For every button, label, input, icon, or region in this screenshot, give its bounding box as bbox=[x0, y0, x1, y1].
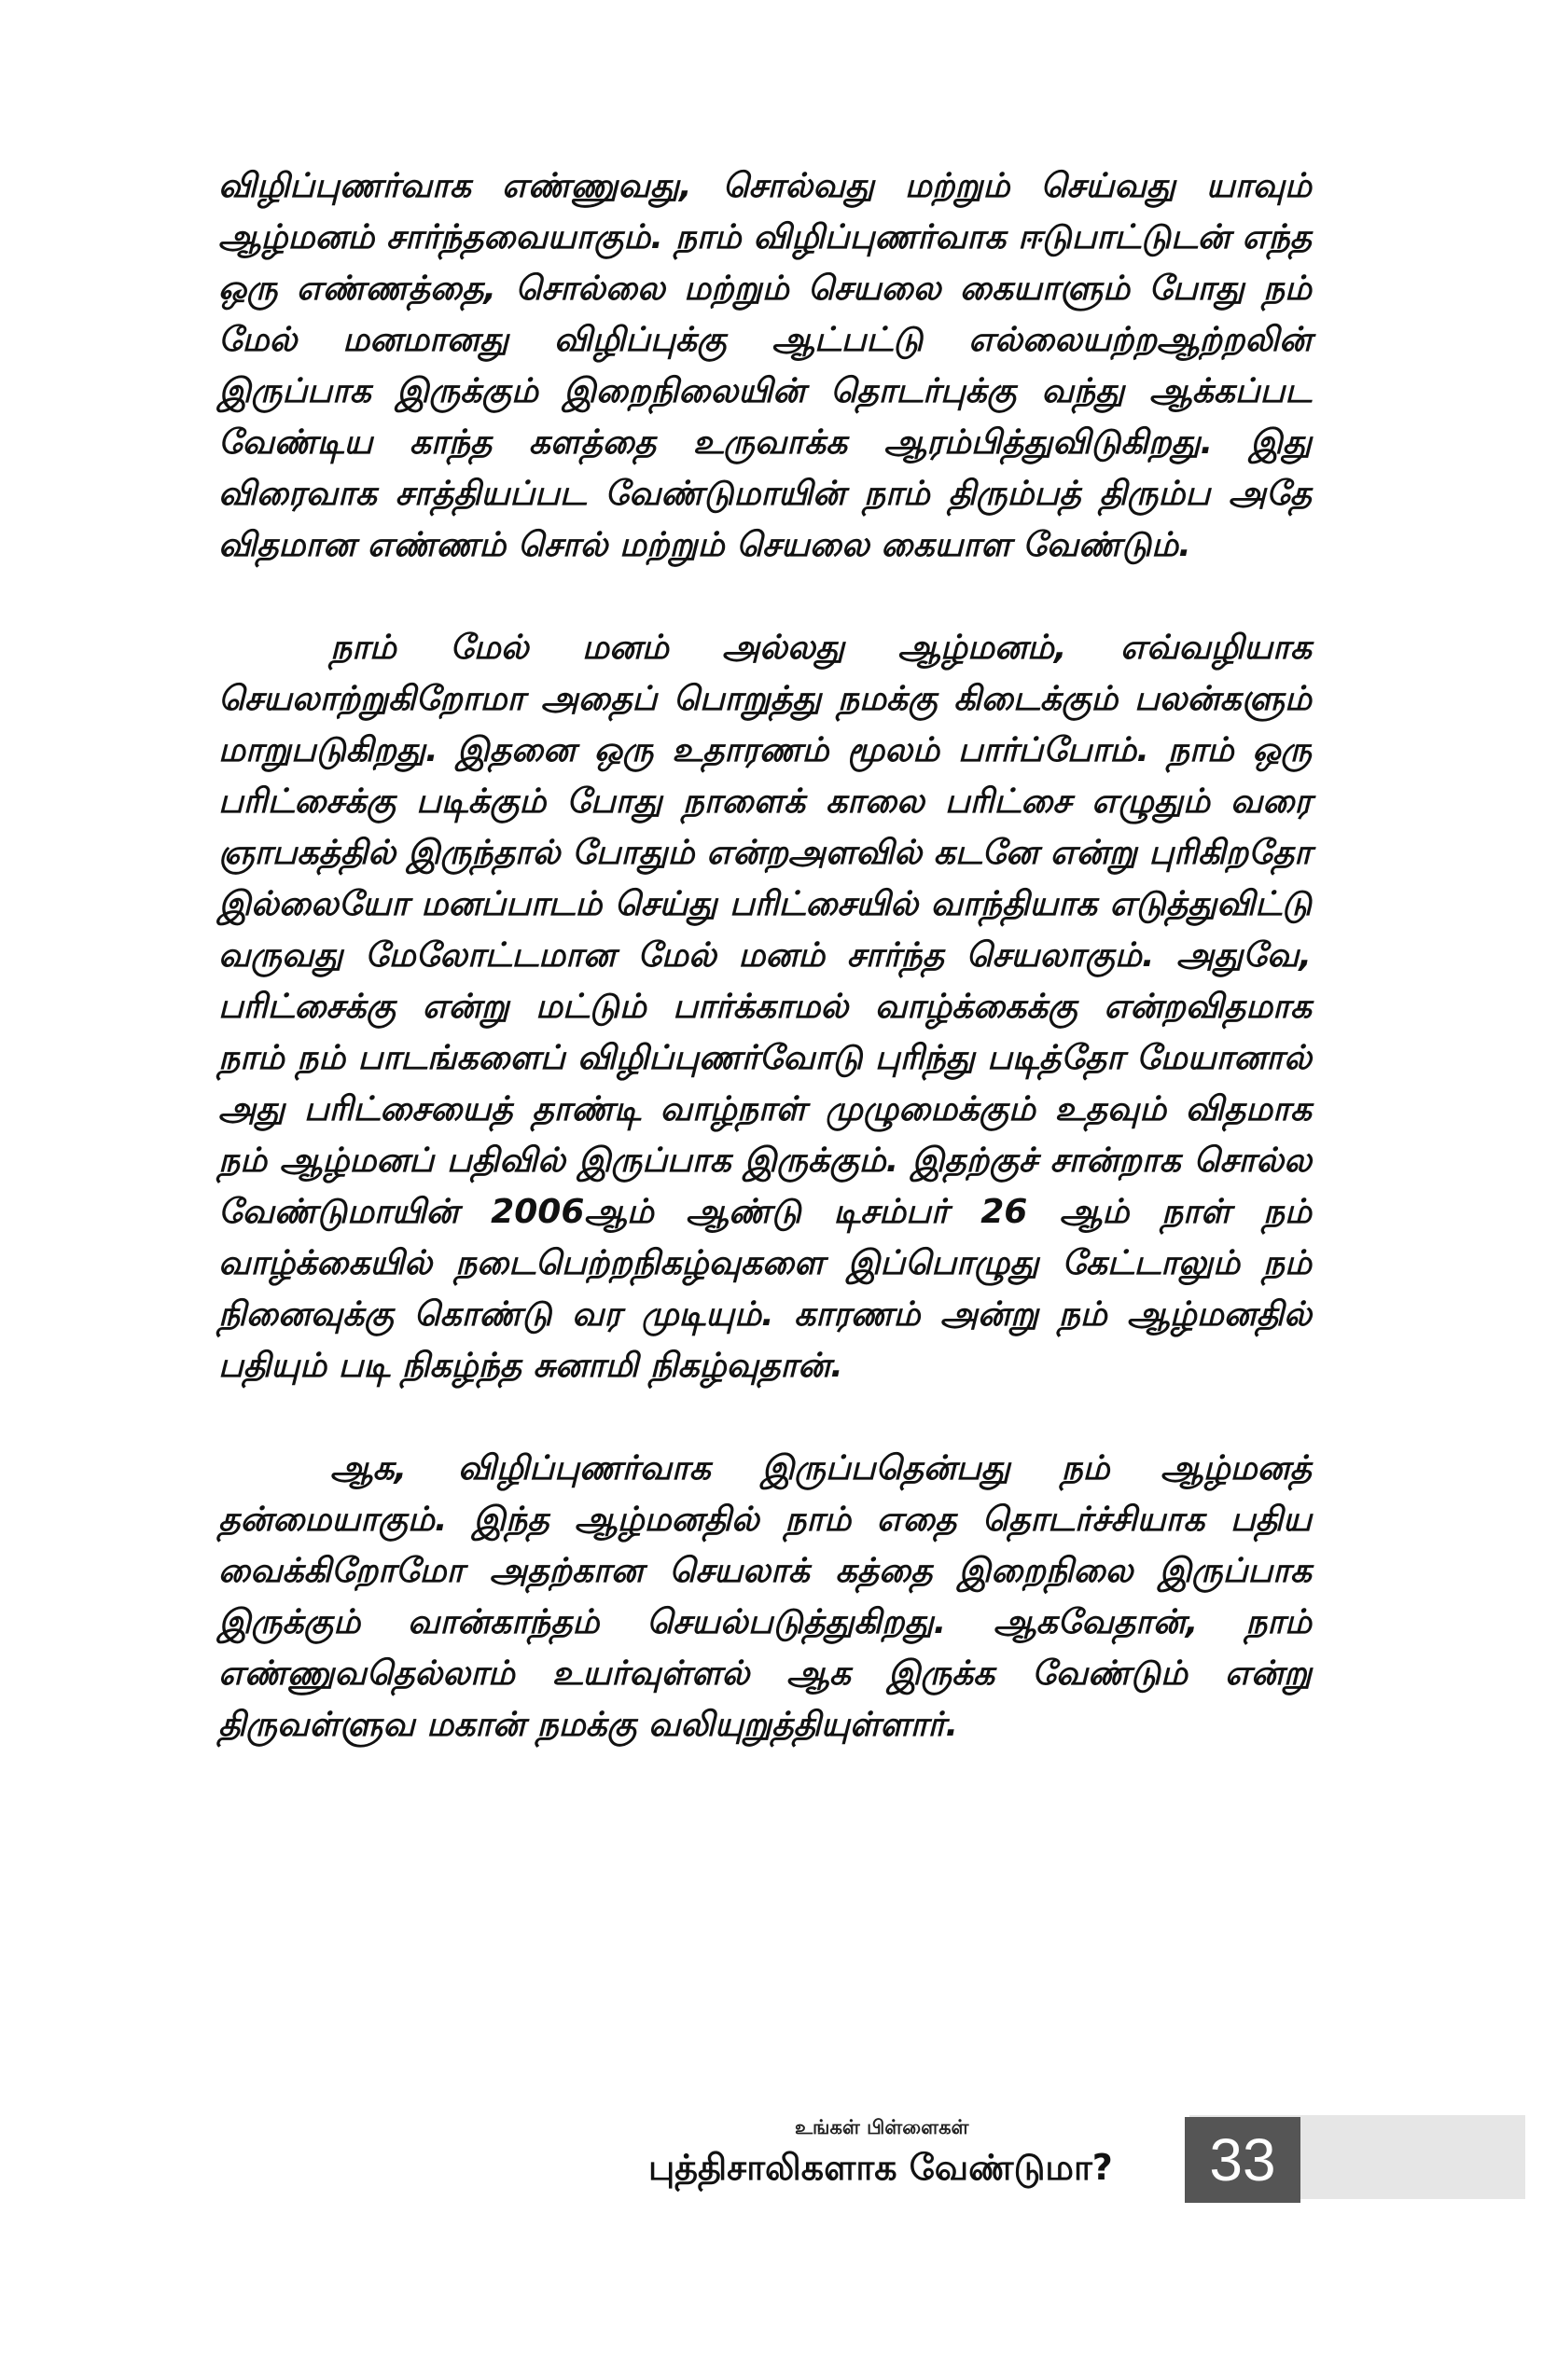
paragraph-1: விழிப்புணர்வாக எண்ணுவது, சொல்வது மற்றும் செய்வது யாவும் ஆழ்மனம் சார்ந்தவையாகும். நாம் விழிப்புணர்வாக ஈடுபாட்டுடன் எந்த ஒரு எண்ணத்தை, சொல்லை மற்றும் செயலை கையாளும் போது நம் மேல் மனமானது விழிப்புக்கு ஆட்பட்டு எல்லையற்றஆற்றலின் இருப்பாக இருக்கும் இறைநிலையின் தொடர்புக்கு வந்து ஆக்கப்பட வேண்டிய காந்த களத்தை உருவாக்க ஆரம்பித்துவிடுகிறது. இது விரைவாக சாத்தியப்பட வேண்டுமாயின் நாம் திரும்பத் திரும்ப அதே விதமான எண்ணம் சொல் மற்றும் செயலை கையாள வேண்டும். bbox=[218, 167, 1312, 564]
page-footer bbox=[0, 2115, 1543, 2218]
body-text bbox=[218, 160, 1312, 1750]
paragraph-gap bbox=[218, 1391, 1312, 1443]
paragraph-2: நாம் மேல் மனம் அல்லது ஆழ்மனம், எவ்வழியாக செயலாற்றுகிறோமா அதைப் பொறுத்து நமக்கு கிடைக்கும் பலன்களும் மாறுபடுகிறது. இதனை ஒரு உதாரணம் மூலம் பார்ப்போம். நாம் ஒரு பரிட்சைக்கு படிக்கும் போது நாளைக் காலை பரிட்சை எழுதும் வரை ஞாபகத்தில் இருந்தால் போதும் என்றஅளவில் கடனே என்று புரிகிறதோ இல்லையோ மனப்பாடம் செய்து பரிட்சையில் வாந்தியாக எடுத்துவிட்டு வருவது மேலோட்டமான மேல் மனம் சார்ந்த செயலாகும். அதுவே, பரிட்சைக்கு என்று மட்டும் பார்க்காமல் வாழ்க்கைக்கு என்றவிதமாக நாம் நம் பாடங்களைப் விழிப்புணர்வோடு புரிந்து படித்தோ மேயானால் அது பரிட்சையைத் தாண்டி வாழ்நாள் முழுமைக்கும் உதவும் விதமாக நம் ஆழ்மனப் பதிவில் இருப்பாக இருக்கும். இதற்குச் சான்றாக சொல்ல வேண்டுமாயின் 2006ஆம் ஆண்டு டிசம்பர் 26 ஆம் நாள் நம் வாழ்க்கையில் நடைபெற்றநிகழ்வுகளை இப்பொழுது கேட்டாலும் நம் நினைவுக்கு கொண்டு வர முடியும். காரணம் அன்று நம் ஆழ்மனதில் பதியும் படி நிகழ்ந்த சுனாமி நிகழ்வுதான். bbox=[218, 629, 1312, 1385]
book-title: புத்திசாலிகளாக வேண்டுமா? bbox=[648, 2147, 1113, 2188]
book-subtitle: உங்கள் பிள்ளைகள் bbox=[795, 2116, 969, 2138]
paragraph-3: ஆக, விழிப்புணர்வாக இருப்பதென்பது நம் ஆழ்மனத் தன்மையாகும். இந்த ஆழ்மனதில் நாம் எதை தொடர்ச்சியாக பதிய வைக்கிறோமோ அதற்கான செயலாக் கத்தை இறைநிலை இருப்பாக இருக்கும் வான்காந்தம் செயல்படுத்துகிறது. ஆகவேதான், நாம் எண்ணுவதெல்லாம் உயர்வுள்ளல் ஆக இருக்க வேண்டும் என்று திருவள்ளுவ மகான் நமக்கு வலியுறுத்தியுள்ளார். bbox=[218, 1449, 1312, 1744]
paragraph-gap bbox=[218, 571, 1312, 622]
page-number: 33 bbox=[1185, 2117, 1300, 2203]
